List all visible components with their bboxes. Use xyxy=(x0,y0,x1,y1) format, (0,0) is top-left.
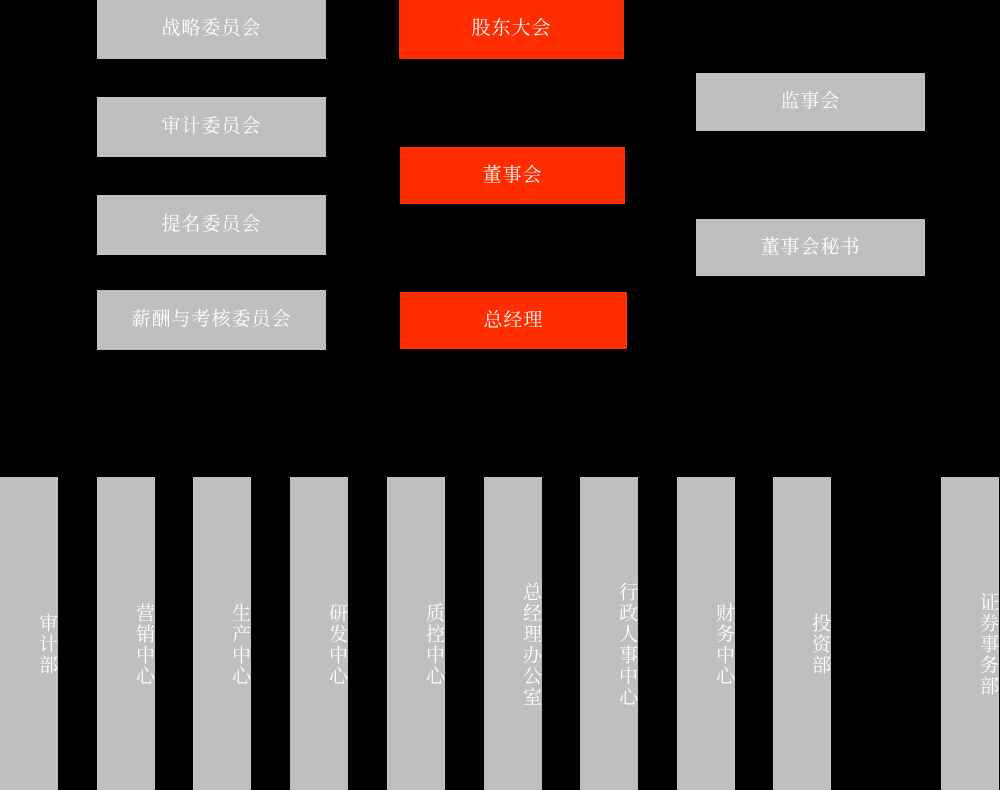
department-box-admin-hr-center xyxy=(580,477,638,790)
supervisory-box-board-secretary xyxy=(696,219,925,276)
department-label: 审计部 xyxy=(36,613,57,676)
committee-label: 审计委员会 xyxy=(161,116,262,138)
governance-box-board-of-directors xyxy=(400,147,625,204)
committee-label: 薪酬与考核委员会 xyxy=(131,309,292,331)
department-box-audit-dept xyxy=(0,477,58,790)
department-label: 行政人事中心 xyxy=(616,581,637,708)
department-label: 研发中心 xyxy=(326,602,347,687)
department-box-finance-center xyxy=(677,477,735,790)
committee-box-nomination xyxy=(97,195,326,255)
department-box-marketing-center xyxy=(97,477,155,790)
department-box-rd-center xyxy=(290,477,348,790)
governance-box-shareholders-meeting xyxy=(399,0,624,59)
committee-box-audit xyxy=(97,97,326,157)
department-label: 证券事务部 xyxy=(977,592,998,697)
committee-box-strategy xyxy=(97,0,326,59)
governance-label: 董事会 xyxy=(482,164,543,186)
governance-box-general-manager xyxy=(400,292,627,349)
governance-label: 总经理 xyxy=(483,309,544,331)
department-label: 投资部 xyxy=(809,613,830,676)
department-label: 营销中心 xyxy=(133,602,154,687)
department-label: 质控中心 xyxy=(423,602,444,687)
supervisory-label: 董事会秘书 xyxy=(760,236,861,258)
committee-label: 战略委员会 xyxy=(161,18,262,40)
department-box-general-manager-office xyxy=(484,477,542,790)
supervisory-box-board-of-supervisors xyxy=(696,73,925,131)
governance-label: 股东大会 xyxy=(471,18,552,40)
committee-box-compensation xyxy=(97,290,326,350)
supervisory-label: 监事会 xyxy=(780,91,841,113)
committee-label: 提名委员会 xyxy=(161,214,262,236)
department-label: 生产中心 xyxy=(229,602,250,687)
department-label: 总经理办公室 xyxy=(520,581,541,708)
department-box-investment-dept xyxy=(773,477,831,790)
department-box-securities-affairs-dept xyxy=(941,477,999,790)
department-label: 财务中心 xyxy=(713,602,734,687)
department-box-quality-control-center xyxy=(387,477,445,790)
department-box-production-center xyxy=(193,477,251,790)
